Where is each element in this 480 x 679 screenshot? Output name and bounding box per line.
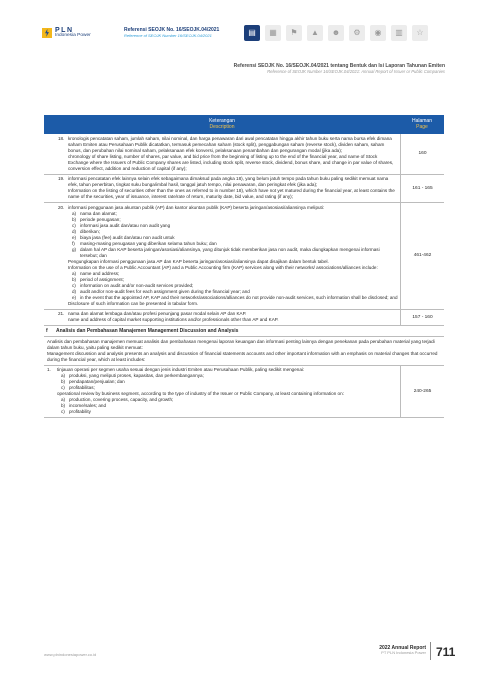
header-page-en: Page [416, 124, 428, 131]
header-reference [124, 28, 219, 38]
row-text-en: chronology of share listing, number of shares, par value, and bid price from the beginning of listing up to the end of the financial year, and name of Stock Exchange where the Issuers of Public Company shares are listed, including stock split, reverse stock, dividend, bonus share, and change in par value of shares, conversion effect, addition and reduction of capital (if any); [68, 153, 394, 171]
row-text-id: informasi penggunaan jasa akuntan publik (AP) dan kantor akuntan publik (KAP) beserta jaringan/asosiasi/aliansinya meliputi: [68, 204, 325, 210]
header-ref-en: Reference of SEOJK Number 16/SEOJK.04/2021 [124, 32, 212, 38]
header-ref-id: Referensi SEOJK No. 16/SEOJK.04/2021 [124, 27, 220, 33]
document-icon[interactable]: ▤ [244, 25, 260, 41]
logo-subtitle: Indonesia Power [55, 33, 91, 38]
footer-url[interactable]: www.plnindonesiapower.co.id [44, 652, 97, 657]
page-ref[interactable]: 240-265 [400, 366, 444, 418]
list-item: e) in the event that the appointed AP, KAP and their networks/associations/alliances do not provide non-audit services, such information shall be disclosed; and [72, 294, 398, 300]
row-number: 19. [58, 176, 65, 181]
row-text-id: informasi pencatatan efek lainnya selain efek sebagaimana dimaksud pada angka 18), yang belum jatuh tempo pada tahun buku paling sedikit memuat nama efek, tahun penerbitan, tingkat suku bunga/imbal hasil, tanggal jatuh tempo, nilai penawaran, dan peringkat efek (jika ada); [68, 176, 389, 187]
list-item: a) production, covering process, capacity, and growth; [61, 397, 174, 402]
page-ref[interactable]: 160 [400, 134, 444, 174]
page-ref[interactable]: 161 - 165 [400, 175, 444, 203]
header-desc-en: Description [209, 124, 235, 131]
globe-icon[interactable]: ◉ [370, 25, 386, 41]
footer-report-title: 2022 Annual Report [379, 645, 426, 651]
table-header [44, 115, 444, 134]
subtitle-en: Reference of SEOJK Number 16/SEOJK.04/2021: Annual Report of Issuer or Public Companies [267, 69, 445, 75]
row-text-id: tinjauan operasi per segmen usaha sesuai dengan jenis industri Emiten atau Perusahaan Publik, paling sedikit mengenai: [57, 367, 305, 372]
list-item: b) income/sales; and [61, 403, 107, 408]
list-item: e) biaya jasa (fee) audit dan/atau non audit untuk [72, 234, 175, 240]
footer-report [379, 645, 426, 656]
flag-icon[interactable]: ⚑ [286, 25, 302, 41]
section-title-en: Management Discussion and Analysis [147, 328, 239, 334]
section-title-id: Analisis dan Pembahasan Manajemen [56, 328, 147, 334]
footer-divider [430, 642, 431, 660]
city-icon[interactable]: ▥ [391, 25, 407, 41]
pln-logo-icon [42, 28, 52, 38]
header-desc-id: Keterangan [209, 118, 235, 124]
pln-logo [42, 27, 91, 39]
table-row [44, 203, 444, 310]
list-item: a) nama dan alamat; [72, 210, 117, 216]
list-item: c) information on audit and/or non-audit services provided; [72, 282, 194, 288]
list-item: c) profitabilitas; [61, 385, 95, 390]
list-item: b) periode penugasan; [72, 216, 121, 222]
list-item: f) masing-masing penugasan yang diberikan selama tahun buku; dan [72, 240, 217, 246]
page-number: 711 [436, 645, 456, 659]
list-item: a) name and address; [72, 270, 120, 276]
row-tail-id: Pengungkapan informasi penggunaan jasa AP dan KAP beserta jaringan/asosiasi/aliansinya dapat disajikan dalam bentuk tabel. [68, 258, 329, 264]
row-number: 18. [58, 135, 65, 141]
intro-text-en: Management discussion and analysis presents an analysis and discussion of financial statements accounts and other important information with an emphasis on material changes that occurred during the financial year, which at least includes: [47, 350, 438, 362]
reference-table [44, 115, 444, 418]
gear-icon[interactable]: ⚙ [349, 25, 365, 41]
intro-text-id: Analisis dan pembahasan manajemen memuat analisis dan pembahasan mengenai laporan keuangan dan informasi penting lainnya dengan penekanan pada perubahan material yang terjadi dalam tahun buku, yaitu paling sedikit memuat: [47, 338, 435, 350]
row-number: 1. [47, 367, 51, 372]
row-text-id: nama dan alamat lembaga dan/atau profesi penunjang pasar modal selain AP dan KAP. [68, 311, 247, 316]
footer-company: PT PLN Indonesia Power [381, 650, 426, 655]
subtitle-id: Referensi SEOJK No. 16/SEOJK.04/2021 tentang Bentuk dan Isi Laporan Tahunan Emiten [233, 63, 445, 69]
page-header [0, 0, 480, 52]
row-text-en: operational review by business segment, according to the type of industry of the Issuer or Public Company, at least containing information on: [57, 391, 344, 396]
list-item: d) diberikan; [72, 228, 100, 234]
table-row [44, 134, 444, 175]
section-letter: f [46, 328, 48, 334]
table-row [44, 337, 444, 366]
section-row [44, 326, 444, 337]
row-text-en: name and address of capital market supporting institutions and/or professionals other than AP and KAP. [68, 317, 279, 322]
table-row [44, 175, 444, 204]
table-row [44, 310, 444, 327]
page-subtitle [234, 63, 445, 75]
list-item: c) informasi jasa audit dan/atau non audit yang [72, 222, 171, 228]
chapter-nav [244, 25, 428, 41]
chart-icon[interactable]: ▲ [307, 25, 323, 41]
row-number: 21. [58, 311, 65, 316]
header-page-id: Halaman [411, 118, 432, 124]
list-item: d) audit and/or non-audit fees for each assignment given during the financial year; and [72, 288, 250, 294]
row-text-en: Information on the listing of securities other than the ones as referred to in number 18), which have not yet matured during the financial year, at least contains the name of the securities, year of issuance, interest rate/rate of return, maturity date, bid value, and rating (if any); [68, 188, 395, 199]
row-text-id: kronologis pencatatan saham, jumlah saham, nilai nominal, dan harga penawaran dari awal pencatatan hingga akhir tahun buku serta nama bursa efek dimana saham Emiten atau Perusahaan Publik dicatatkan, termasuk pemecahan saham (stock split), penggabungan saham (reverse stock), dividen saham, saham bonus, dan perubahan nilai nominal saham, pelaksanaan efek konversi, pelaksanaan penambahan dan pengurangan modal (jika ada); [68, 135, 392, 153]
row-number: 20. [58, 204, 65, 210]
people-icon[interactable]: ☻ [328, 25, 344, 41]
page-ref[interactable]: 461-462 [400, 203, 444, 309]
list-item: b) pendapatan/penjualan; dan [61, 379, 125, 384]
page-ref[interactable]: 157 - 160 [400, 310, 444, 326]
handshake-icon[interactable]: ☆ [412, 25, 428, 41]
logo-brand: PLN [55, 27, 74, 34]
table-row [44, 366, 444, 419]
list-item: c) profitability [61, 409, 91, 414]
list-item: b) period of assignment; [72, 276, 124, 282]
list-item: a) produksi, yang meliputi proses, kapasitas, dan perkembangannya; [61, 373, 204, 378]
row-text-en: Information on the use of a Public Accountant (AP) and a Public Accounting firm (KAP) services along with their networks/ associations/alliances include: [68, 264, 378, 270]
list-item: g) dalam hal AP dan KAP beserta jaringan/asosiasi/aliansinya, yang ditunjuk tidak memberikan jasa non audit, maka diungkapkan mengenai informasi tersebut; dan [72, 246, 380, 258]
row-tail-en: Disclosure of such information can be presented in tabular form. [68, 300, 199, 306]
building-icon[interactable]: ▦ [265, 25, 281, 41]
